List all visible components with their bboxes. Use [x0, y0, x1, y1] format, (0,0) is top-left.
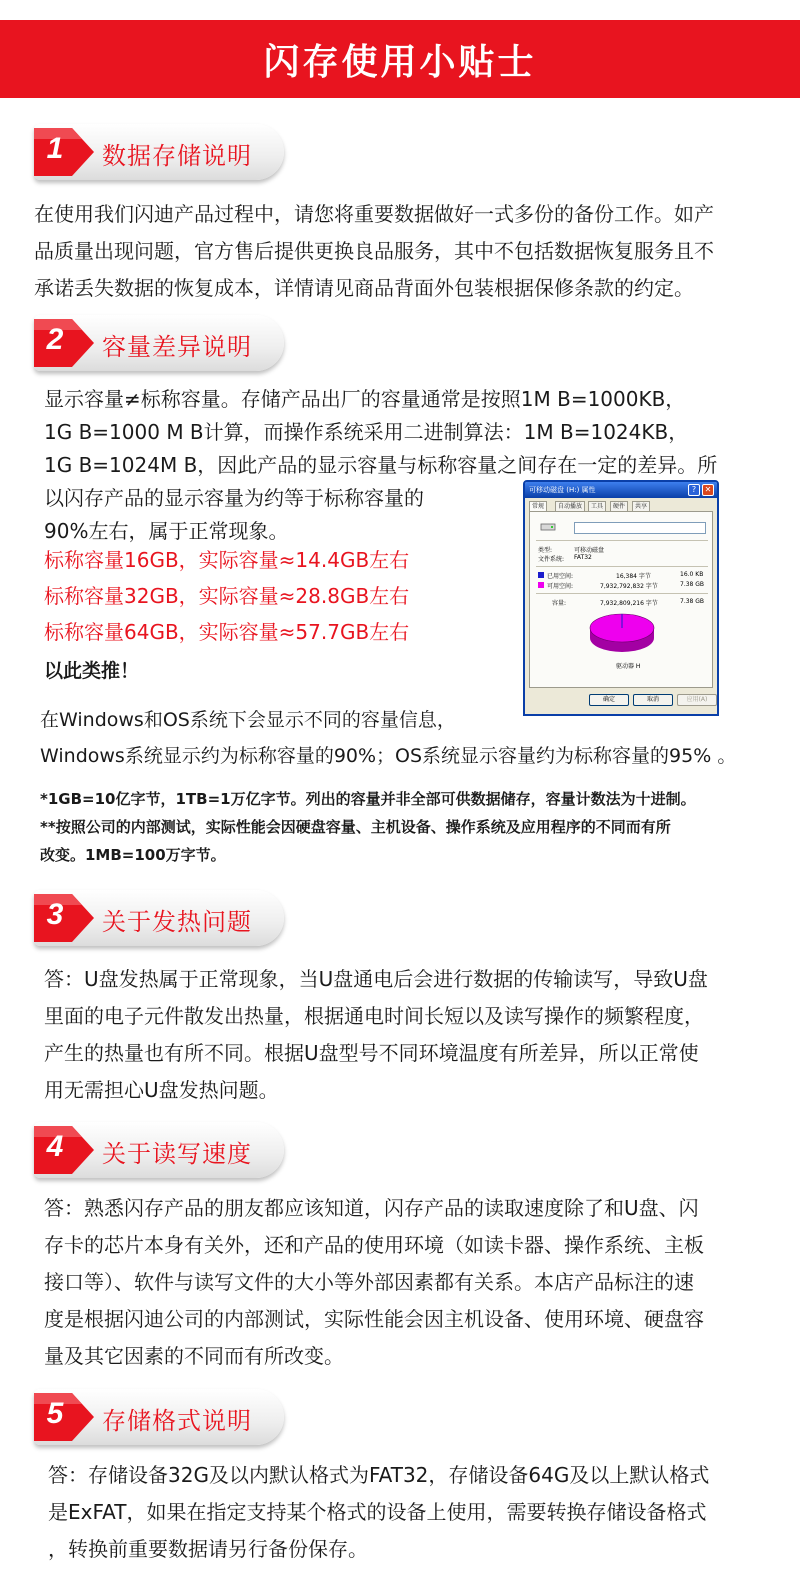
- page-title: 闪存使用小贴士: [263, 41, 537, 83]
- footnote-line: **按照公司的内部测试，实际性能会因硬盘容量、主机设备、操作系统及应用程序的不同而有所: [40, 818, 671, 836]
- close-icon[interactable]: ✕: [702, 484, 714, 496]
- body-line: 答：熟悉闪存产品的朋友都应该知道，闪存产品的读取速度除了和U盘、闪: [44, 1196, 699, 1220]
- tab-hardware[interactable]: 硬件: [610, 501, 628, 511]
- etc-text: 以此类推！: [44, 660, 140, 682]
- free-bytes: 7,932,792,832 字节: [600, 583, 658, 590]
- section-number: 3: [46, 898, 64, 931]
- section-title: 关于读写速度: [102, 1140, 252, 1168]
- footnotes: [40, 785, 696, 869]
- section-number: 5: [46, 1397, 64, 1430]
- section-4-body: [44, 1190, 704, 1375]
- body-line: 用无需担心U盘发热问题。: [44, 1078, 279, 1102]
- ok-button[interactable]: 确定: [589, 694, 629, 706]
- drive-name-input[interactable]: [574, 522, 706, 534]
- page-banner: [0, 20, 800, 98]
- body-line: 显示容量≠标称容量。存储产品出厂的容量通常是按照1M B=1000KB，: [44, 387, 686, 411]
- section-3-body: [44, 961, 708, 1109]
- free-label: 可用空间:: [547, 583, 574, 590]
- body-line: 量及其它因素的不同而有所改变。: [44, 1344, 344, 1368]
- free-size: 7.38 GB: [680, 581, 705, 588]
- body-line: 答：存储设备32G及以内默认格式为FAT32，存储设备64G及以上默认格式: [48, 1463, 710, 1487]
- section-1-body: [34, 196, 714, 307]
- body-line: 以闪存产品的显示容量为约等于标称容量的: [44, 486, 424, 510]
- body-line: 品质量出现问题，官方售后提供更换良品服务，其中不包括数据恢复服务且不: [34, 239, 714, 263]
- body-line: 答：U盘发热属于正常现象，当U盘通电后会进行数据的传输读写，导致U盘: [44, 967, 708, 991]
- type-value: 可移动磁盘: [574, 547, 605, 554]
- body-line: 承诺丢失数据的恢复成本，详情请见商品背面外包装根据保修条款的约定。: [34, 276, 694, 300]
- section-5-body: [48, 1457, 709, 1568]
- body-line: 里面的电子元件散发出热量，根据通电时间长短以及读写操作的频繁程度，: [44, 1004, 704, 1028]
- tab-autoplay[interactable]: 自动播放: [555, 501, 585, 511]
- capacity-examples: [44, 542, 409, 650]
- section-title: 数据存储说明: [102, 142, 252, 170]
- body-line: 是ExFAT，如果在指定支持某个格式的设备上使用，需要转换存储设备格式: [48, 1500, 707, 1524]
- tab-sharing[interactable]: 共享: [632, 501, 650, 511]
- section-2-header: [30, 311, 285, 375]
- section-title: 容量差异说明: [102, 333, 252, 361]
- used-bytes: 16,384 字节: [616, 573, 651, 580]
- body-line: 接口等）、软件与读写文件的大小等外部因素都有关系。本店产品标注的速: [44, 1270, 694, 1294]
- capacity-example: 标称容量16GB，实际容量≈14.4GB左右: [44, 548, 410, 572]
- body-line: 在Windows和OS系统下会显示不同的容量信息，: [40, 709, 456, 731]
- fs-value: FAT32: [574, 554, 592, 561]
- cancel-button[interactable]: 取消: [633, 694, 673, 706]
- section-number: 2: [46, 323, 64, 356]
- fs-label: 文件系统:: [538, 556, 565, 563]
- capacity-label: 容量:: [552, 600, 567, 607]
- body-line: 度是根据闪迪公司的内部测试，实际性能会因主机设备、使用环境、硬盘容: [44, 1307, 704, 1331]
- drive-label: 驱动器 H: [616, 663, 641, 670]
- dialog-body: [529, 511, 713, 688]
- disk-usage-pie-icon: [586, 610, 658, 658]
- used-space-swatch: [538, 572, 544, 578]
- dialog-title: 可移动磁盘 (H:) 属性: [529, 486, 596, 494]
- tab-tools[interactable]: 工具: [588, 501, 606, 511]
- section-number: 1: [46, 132, 64, 165]
- dialog-tabs: [525, 498, 717, 511]
- type-label: 类型:: [538, 547, 553, 554]
- body-line: 90%左右，属于正常现象。: [44, 519, 289, 543]
- capacity-size: 7.38 GB: [680, 598, 705, 605]
- body-line: 1G B=1000 M B计算，而操作系统采用二进制算法：1M B=1024KB，: [44, 420, 689, 444]
- footnote-line: 改变。1MB=100万字节。: [40, 846, 226, 864]
- section-3-header: [30, 886, 285, 950]
- free-space-swatch: [538, 582, 544, 588]
- body-line: Windows系统显示约为标称容量的90%；OS系统显示容量约为标称容量的95% 。: [40, 745, 737, 767]
- body-line: 1G B=1024M B，因此产品的显示容量与标称容量之间存在一定的差异。所: [44, 453, 718, 477]
- drive-icon: [540, 522, 556, 532]
- tab-general[interactable]: 常规: [529, 501, 547, 511]
- used-size: 16.0 KB: [680, 571, 704, 578]
- body-line: 存卡的芯片本身有关外，还和产品的使用环境（如读卡器、操作系统、主板: [44, 1233, 704, 1257]
- section-5-header: [30, 1385, 285, 1449]
- footnote-line: *1GB=10亿字节，1TB=1万亿字节。列出的容量并非全部可供数据储存，容量计数法为十进制。: [40, 790, 696, 808]
- capacity-example: 标称容量64GB，实际容量≈57.7GB左右: [44, 620, 410, 644]
- capacity-example: 标称容量32GB，实际容量≈28.8GB左右: [44, 584, 410, 608]
- section-title: 关于发热问题: [102, 908, 252, 936]
- section-title: 存储格式说明: [102, 1407, 252, 1435]
- body-line: ，转换前重要数据请另行备份保存。: [48, 1537, 368, 1561]
- section-1-header: [30, 120, 285, 184]
- help-icon[interactable]: ?: [688, 484, 700, 496]
- drive-properties-dialog: [523, 480, 719, 716]
- capacity-bytes: 7,932,809,216 字节: [600, 600, 658, 607]
- section-number: 4: [46, 1130, 64, 1163]
- body-line: 产生的热量也有所不同。根据U盘型号不同环境温度有所差异，所以正常使: [44, 1041, 699, 1065]
- body-line: 在使用我们闪迪产品过程中，请您将重要数据做好一式多份的备份工作。如产: [34, 202, 714, 226]
- section-4-header: [30, 1118, 285, 1182]
- used-label: 已用空间:: [547, 573, 574, 580]
- dialog-titlebar: [525, 482, 717, 498]
- apply-button[interactable]: 应用(A): [677, 694, 717, 706]
